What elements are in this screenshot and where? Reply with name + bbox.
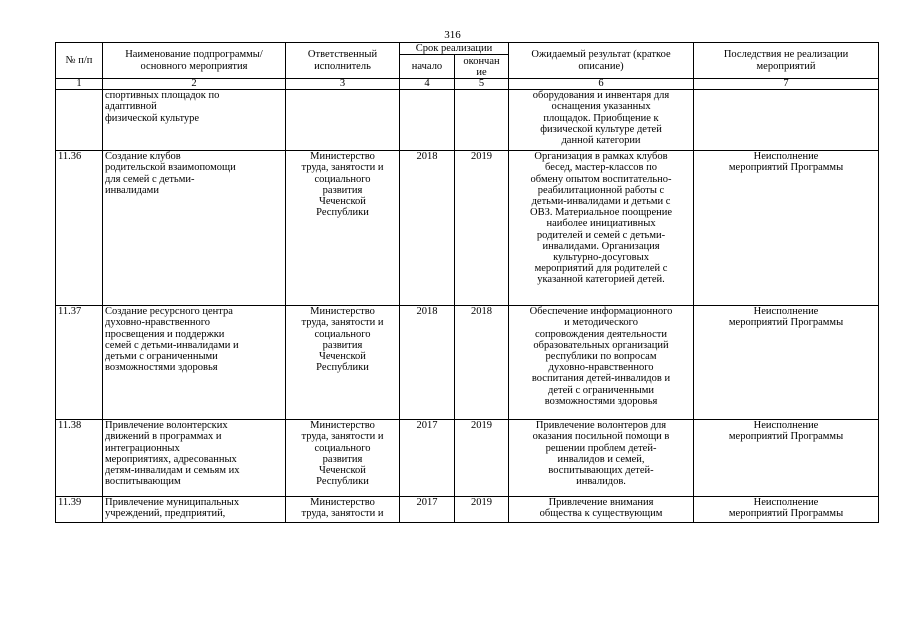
col-number: 4	[400, 79, 455, 90]
row-end: 2018	[455, 306, 509, 420]
row-name: спортивных площадок по адаптивной физической культуре	[103, 90, 286, 151]
row-consequence: Неисполнение мероприятий Программы	[694, 151, 879, 306]
table-row	[56, 151, 879, 306]
header-start: начало	[400, 55, 455, 79]
header-num: № п/п	[56, 43, 103, 79]
row-number	[56, 90, 103, 151]
row-name: Привлечение муниципальных учреждений, предприятий,	[103, 497, 286, 523]
row-result: Обеспечение информационного и методического сопровождения деятельности образовательных организаций республики по вопросам духовно-нравственного воспитания детей-инвалидов и детей с ограниченными возможностями здоровья	[509, 306, 694, 420]
row-consequence: Неисполнение мероприятий Программы	[694, 497, 879, 523]
col-number: 7	[694, 79, 879, 90]
header-name: Наименование подпрограммы/ основного мероприятия	[103, 43, 286, 79]
row-start: 2017	[400, 420, 455, 497]
table-row	[56, 497, 879, 523]
row-result: Привлечение волонтеров для оказания посильной помощи в решении проблем детей- инвалидов и семей, воспитывающих детей- инвалидов.	[509, 420, 694, 497]
table-row	[56, 306, 879, 420]
col-number: 3	[286, 79, 400, 90]
header-period: Срок реализации	[400, 43, 509, 55]
column-number-row	[56, 79, 879, 90]
row-number: 11.39	[56, 497, 103, 523]
row-start	[400, 90, 455, 151]
row-executor	[286, 90, 400, 151]
col-number: 5	[455, 79, 509, 90]
row-end: 2019	[455, 151, 509, 306]
page-number: 316	[444, 29, 461, 41]
header-executor: Ответственный исполнитель	[286, 43, 400, 79]
row-result: Организация в рамках клубов бесед, мастер-классов по обмену опытом воспитательно- реабилитационной работы с детьми-инвалидами и детьми с ОВЗ. Материальное поощрение наиболее инициативных родителей и семей с детьми- инвалидами. Организация культурно-досуговых мероприятий для родителей с указанной категорией детей.	[509, 151, 694, 306]
col-number: 1	[56, 79, 103, 90]
row-start: 2017	[400, 497, 455, 523]
row-name: Привлечение волонтерских движений в программах и интеграционных мероприятиях, адресованных детям-инвалидам и семьям их воспитывающим	[103, 420, 286, 497]
table-row	[56, 90, 879, 151]
row-name: Создание клубов родительской взаимопомощи для семей с детьми- инвалидами	[103, 151, 286, 306]
row-start: 2018	[400, 306, 455, 420]
row-start: 2018	[400, 151, 455, 306]
row-result: Привлечение внимания общества к существующим	[509, 497, 694, 523]
row-consequence: Неисполнение мероприятий Программы	[694, 420, 879, 497]
row-consequence: Неисполнение мероприятий Программы	[694, 306, 879, 420]
header-result: Ожидаемый результат (краткое описание)	[509, 43, 694, 79]
row-executor: Министерство труда, занятости и социального развития Чеченской Республики	[286, 151, 400, 306]
header-end: окончан ие	[455, 55, 509, 79]
row-executor: Министерство труда, занятости и социального развития Чеченской Республики	[286, 306, 400, 420]
row-end	[455, 90, 509, 151]
row-executor: Министерство труда, занятости и социального развития Чеченской Республики	[286, 420, 400, 497]
row-number: 11.38	[56, 420, 103, 497]
row-number: 11.37	[56, 306, 103, 420]
row-number: 11.36	[56, 151, 103, 306]
row-end: 2019	[455, 420, 509, 497]
row-executor: Министерство труда, занятости и	[286, 497, 400, 523]
row-end: 2019	[455, 497, 509, 523]
col-number: 2	[103, 79, 286, 90]
program-table	[55, 42, 879, 523]
row-consequence	[694, 90, 879, 151]
row-result: оборудования и инвентаря для оснащения указанных площадок. Приобщение к физической культуре детей данной категории	[509, 90, 694, 151]
header-consequence: Последствия не реализации мероприятий	[694, 43, 879, 79]
col-number: 6	[509, 79, 694, 90]
table-row	[56, 420, 879, 497]
row-name: Создание ресурсного центра духовно-нравственного просвещения и поддержки семей с детьми-инвалидами и детьми с ограниченными возможностями здоровья	[103, 306, 286, 420]
